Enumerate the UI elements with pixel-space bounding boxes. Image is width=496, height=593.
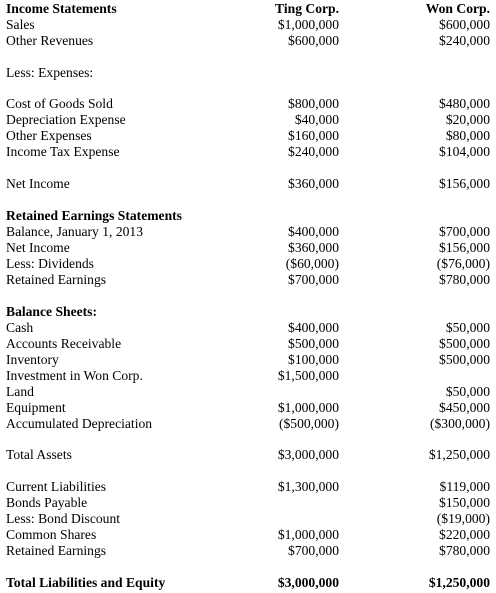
section-heading-row [0, 208, 496, 224]
won-value: $1,250,000 [428, 447, 490, 462]
won-value: $780,000 [439, 272, 490, 287]
ting-value: $1,300,000 [277, 479, 339, 494]
won-value: $50,000 [445, 320, 490, 335]
row-label: Accumulated Depreciation [6, 416, 153, 431]
won-value: $50,000 [445, 384, 490, 399]
section-heading-row [0, 304, 496, 320]
ting-value: $3,000,000 [277, 575, 339, 590]
ting-corp-column-header: Ting Corp. [275, 1, 339, 16]
statement-row [0, 416, 496, 432]
statement-row [0, 112, 496, 128]
statement-row [0, 368, 496, 384]
ting-value: $700,000 [288, 272, 339, 287]
row-label: Sales [6, 17, 35, 32]
income-statements-title: Income Statements [6, 1, 117, 16]
retained-earnings-title: Retained Earnings Statements [6, 208, 182, 223]
row-label: Less: Bond Discount [6, 511, 121, 526]
row-label: Net Income [6, 176, 70, 191]
ting-value: ($500,000) [278, 416, 339, 431]
statement-row [0, 17, 496, 33]
won-value: $104,000 [439, 144, 490, 159]
ting-value: $240,000 [288, 144, 339, 159]
ting-value: $160,000 [288, 128, 339, 143]
statement-row [0, 447, 496, 463]
ting-value: $1,500,000 [277, 368, 339, 383]
row-label: Retained Earnings [6, 272, 107, 287]
ting-value: $400,000 [288, 320, 339, 335]
row-label: Less: Dividends [6, 256, 94, 271]
statement-row [0, 400, 496, 416]
statement-row [0, 511, 496, 527]
statement-row [0, 272, 496, 288]
statement-row [0, 320, 496, 336]
ting-value: $400,000 [288, 224, 339, 239]
total-liabilities-equity-row [0, 575, 496, 591]
row-label: Accounts Receivable [6, 336, 122, 351]
won-value: ($19,000) [436, 511, 490, 526]
row-label: Total Assets [6, 447, 72, 462]
row-label: Total Liabilities and Equity [6, 575, 166, 590]
won-corp-column-header: Won Corp. [425, 1, 490, 16]
statement-row [0, 176, 496, 192]
statement-row [0, 256, 496, 272]
row-label: Depreciation Expense [6, 112, 126, 127]
ting-value: $1,000,000 [277, 400, 339, 415]
row-label: Cost of Goods Sold [6, 96, 113, 111]
header-row [0, 1, 496, 17]
row-label: Net Income [6, 240, 70, 255]
statement-row [0, 495, 496, 511]
won-value: $156,000 [439, 240, 490, 255]
ting-value: $600,000 [288, 33, 339, 48]
row-label: Inventory [6, 352, 59, 367]
won-value: $220,000 [439, 527, 490, 542]
won-value: $500,000 [439, 336, 490, 351]
row-label: Cash [6, 320, 34, 335]
statement-row [0, 128, 496, 144]
won-value: $700,000 [439, 224, 490, 239]
ting-value: $800,000 [288, 96, 339, 111]
ting-value: $100,000 [288, 352, 339, 367]
row-label: Investment in Won Corp. [6, 368, 143, 383]
statement-row [0, 240, 496, 256]
won-value: $500,000 [439, 352, 490, 367]
row-label: Less: Expenses: [6, 65, 94, 80]
row-label: Current Liabilities [6, 479, 107, 494]
balance-sheets-title: Balance Sheets: [6, 304, 97, 319]
ting-value: $360,000 [288, 176, 339, 191]
ting-value: $500,000 [288, 336, 339, 351]
row-label: Retained Earnings [6, 543, 107, 558]
ting-value: $700,000 [288, 543, 339, 558]
won-value: $80,000 [445, 128, 490, 143]
statement-row [0, 352, 496, 368]
statement-row [0, 527, 496, 543]
statement-row [0, 384, 496, 400]
ting-value: ($60,000) [285, 256, 339, 271]
row-label: Equipment [6, 400, 66, 415]
row-label: Other Revenues [6, 33, 94, 48]
row-label: Common Shares [6, 527, 97, 542]
row-label: Bonds Payable [6, 495, 88, 510]
ting-value: $40,000 [294, 112, 339, 127]
statement-row [0, 543, 496, 559]
row-label: Land [6, 384, 34, 399]
won-value: $240,000 [439, 33, 490, 48]
ting-value: $1,000,000 [277, 527, 339, 542]
row-label: Other Expenses [6, 128, 92, 143]
statement-row [0, 33, 496, 49]
ting-value: $3,000,000 [277, 447, 339, 462]
won-value: $150,000 [439, 495, 490, 510]
won-value: $119,000 [439, 479, 490, 494]
ting-value: $360,000 [288, 240, 339, 255]
ting-value: $1,000,000 [277, 17, 339, 32]
won-value: $156,000 [439, 176, 490, 191]
statement-row [0, 144, 496, 160]
statement-row [0, 479, 496, 495]
won-value: $600,000 [439, 17, 490, 32]
row-label: Income Tax Expense [6, 144, 120, 159]
won-value: $20,000 [445, 112, 490, 127]
won-value: $450,000 [439, 400, 490, 415]
statement-row [0, 224, 496, 240]
won-value: $480,000 [439, 96, 490, 111]
won-value: ($300,000) [429, 416, 490, 431]
won-value: $1,250,000 [428, 575, 490, 590]
statement-row [0, 65, 496, 81]
won-value: ($76,000) [436, 256, 490, 271]
row-label: Balance, January 1, 2013 [6, 224, 144, 239]
won-value: $780,000 [439, 543, 490, 558]
statement-row [0, 96, 496, 112]
statement-row [0, 336, 496, 352]
